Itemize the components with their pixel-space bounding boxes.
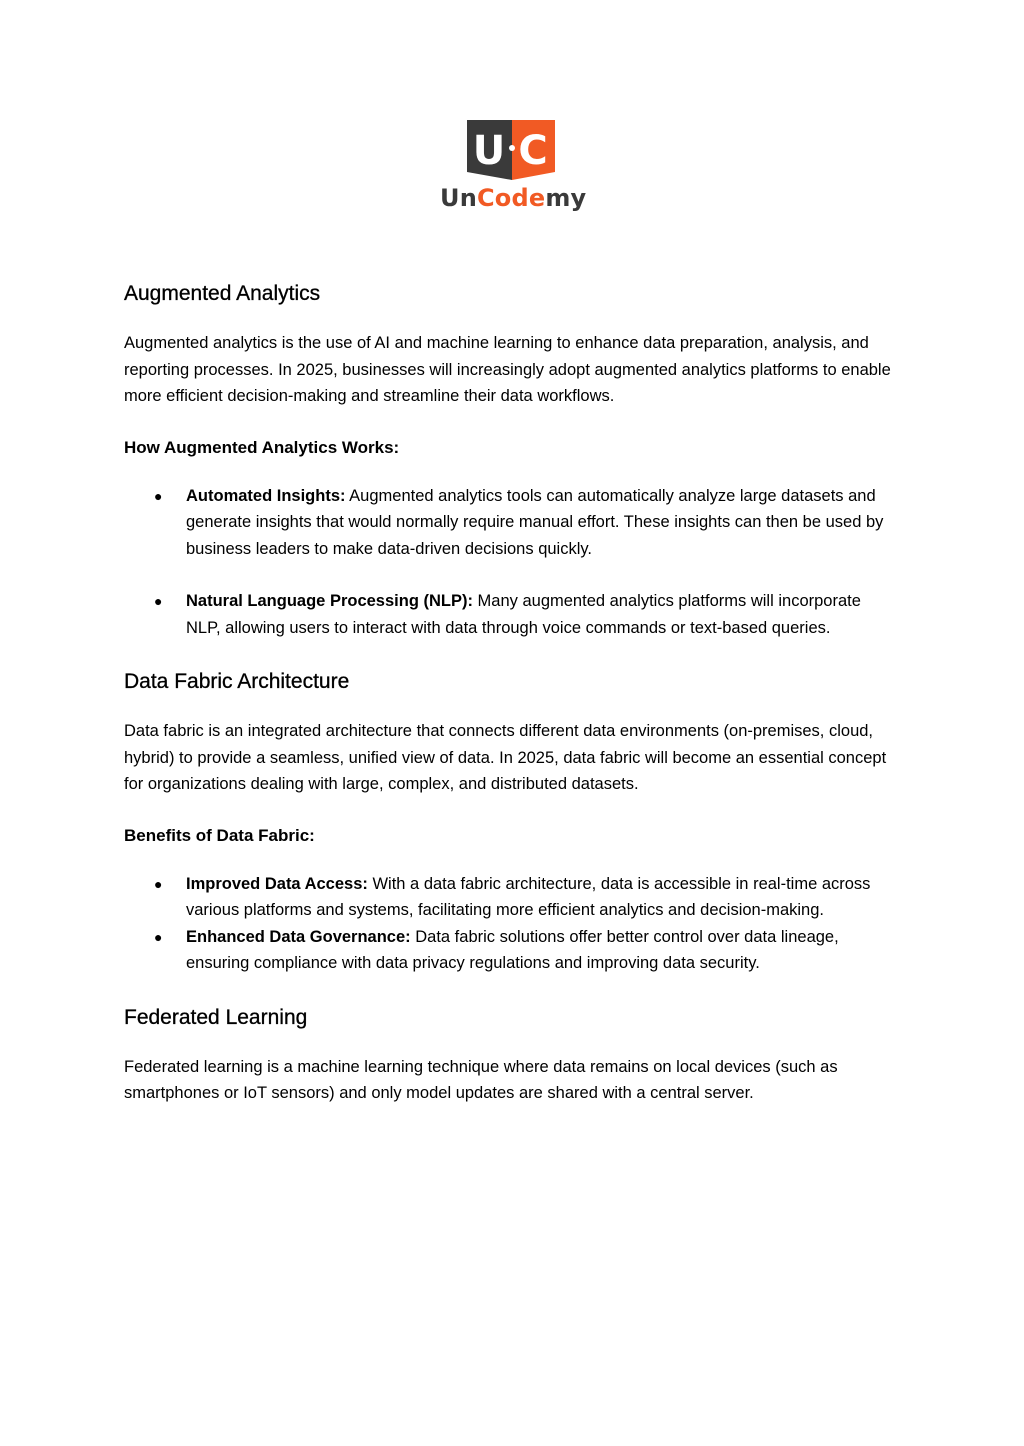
bullet-icon: ● — [154, 487, 163, 504]
list-item-text: Data fabric solutions offer better control over data lineage, ensuring compliance with data privacy regulations and improving data security. — [186, 927, 839, 972]
uncodemy-logo — [440, 120, 586, 216]
bullet-icon: ● — [154, 875, 163, 892]
bullet-icon: ● — [154, 593, 163, 609]
list-item-automated-insights — [124, 483, 900, 563]
subheading-how-augmented-analytics-works: How Augmented Analytics Works: — [124, 437, 400, 457]
list-item-text: Many augmented analytics platforms will incorporate NLP, allowing users to interact with data through voice commands or text-based queries. — [186, 592, 861, 637]
document-body — [124, 278, 900, 1107]
list-item-term: Improved Data Access: — [186, 874, 368, 893]
uncodemy-wordmark: UnCodemy — [440, 184, 587, 212]
section-title-augmented-analytics: Augmented Analytics — [124, 282, 321, 305]
list-item-text: Augmented analytics tools can automatically analyze large datasets and generate insights that would normally require manual effort. These insights can then be used by business leaders to make data-driven decisions quickly. — [186, 486, 884, 558]
section-title-federated-learning: Federated Learning — [124, 1005, 308, 1029]
list-item-text: With a data fabric architecture, data is accessible in real-time across various platforms and systems, facilitating more efficient analytics and decision-making. — [186, 874, 871, 919]
svg-text:C: C — [518, 128, 548, 174]
list-augmented-analytics — [124, 483, 900, 642]
list-item-term: Enhanced Data Governance: — [186, 927, 411, 946]
bullet-icon: ● — [154, 928, 163, 945]
section-title-data-fabric: Data Fabric Architecture — [124, 670, 350, 693]
section-intro-augmented-analytics: Augmented analytics is the use of AI and machine learning to enhance data preparation, analysis, and reporting processes. In 2025, businesses will increasingly adopt augmented analytics platforms to enable more efficient decision-making and streamline their data workflows. — [124, 334, 891, 405]
list-data-fabric — [124, 871, 900, 977]
subheading-benefits-of-data-fabric: Benefits of Data Fabric: — [124, 825, 315, 845]
list-item-term: Natural Language Processing (NLP): — [186, 592, 473, 610]
section-intro-federated-learning: Federated learning is a machine learning technique where data remains on local devices (such as smartphones or IoT sensors) and only model updates are shared with a central server. — [124, 1057, 838, 1102]
list-item-improved-data-access — [124, 871, 900, 924]
svg-text:U: U — [472, 128, 506, 174]
list-item-term: Automated Insights: — [186, 486, 346, 505]
list-item-enhanced-data-governance — [124, 924, 900, 977]
section-intro-data-fabric: Data fabric is an integrated architecture that connects different data environments (on-premises, cloud, hybrid) to provide a seamless, unified view of data. In 2025, data fabric will become an essential concept for organizations dealing with large, complex, and distributed datasets. — [124, 722, 887, 793]
list-item-nlp — [124, 588, 900, 641]
uncodemy-logo-mark — [467, 120, 557, 180]
